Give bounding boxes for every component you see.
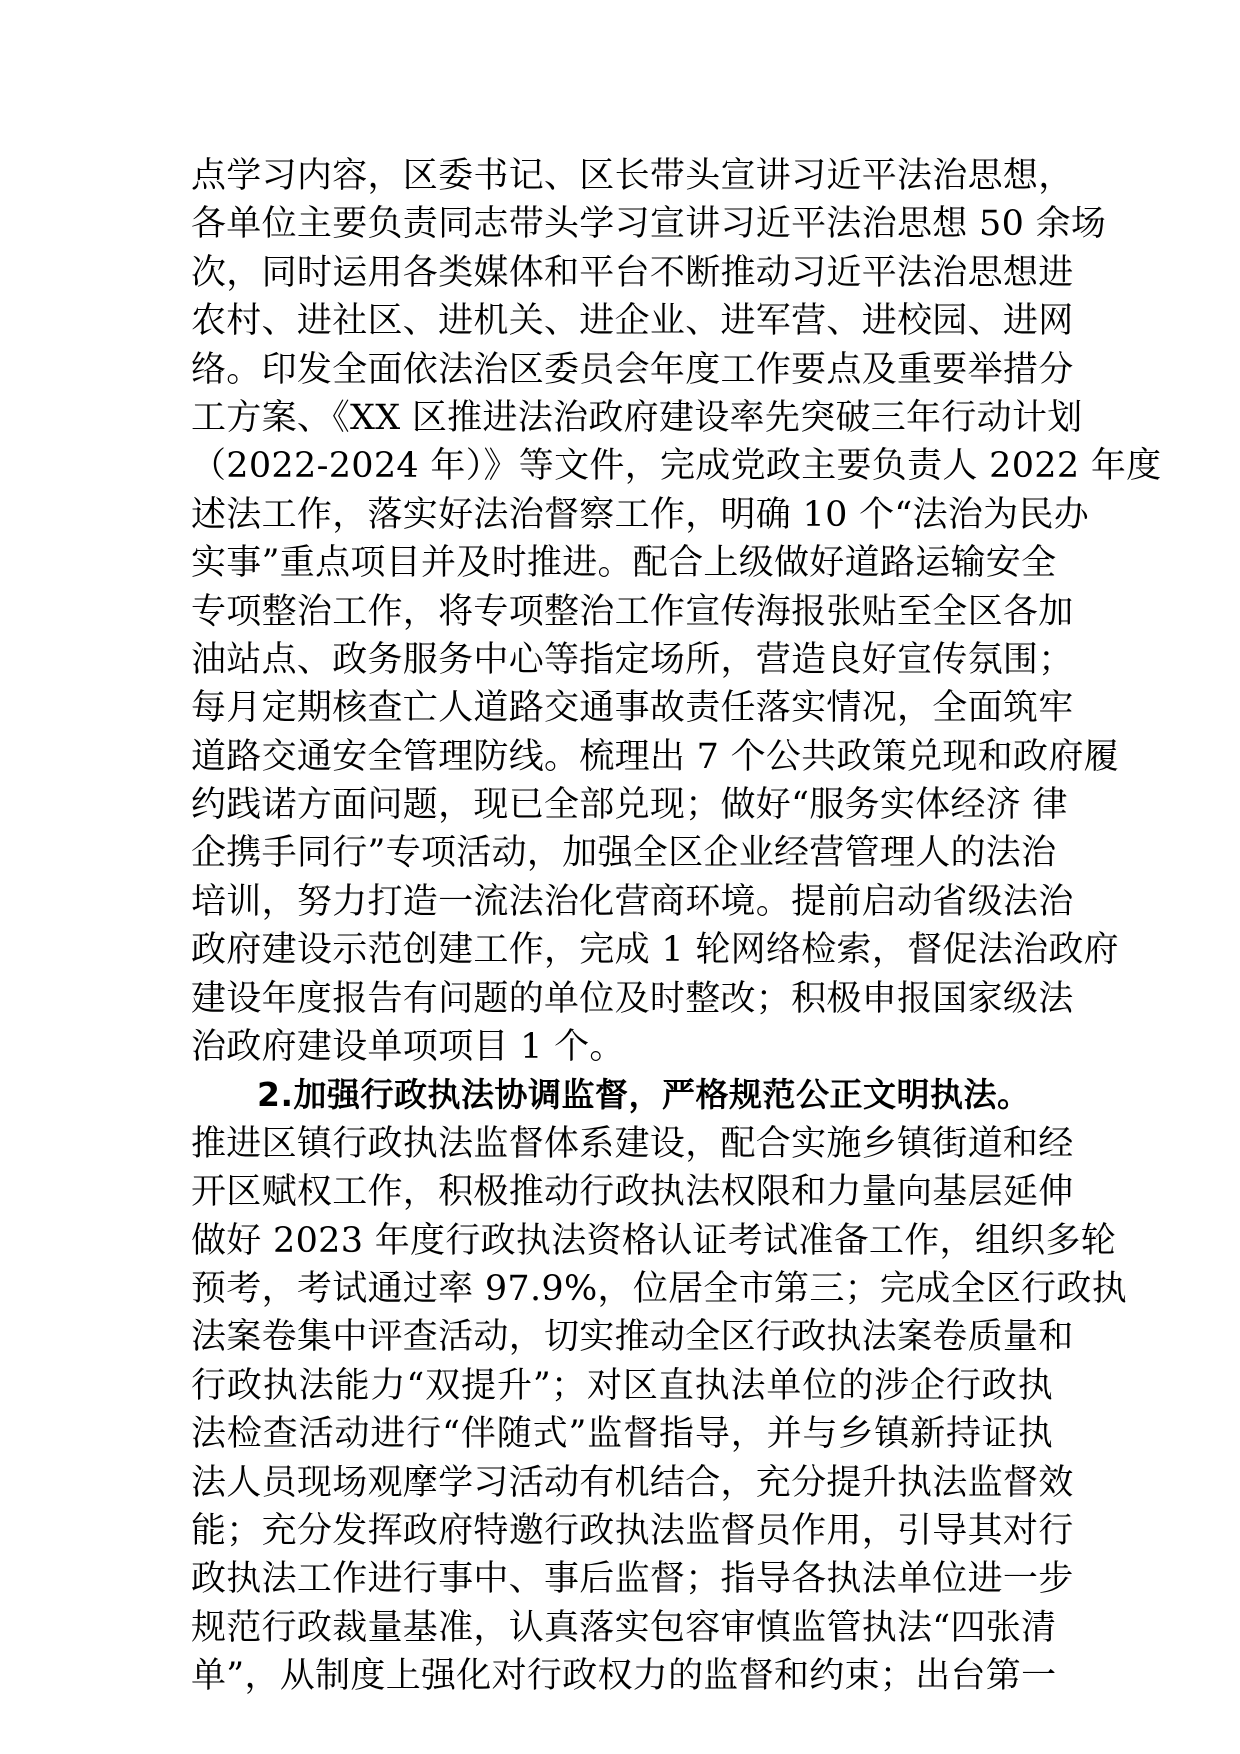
text-line: 实事”重点项目并及时推进。配合上级做好道路运输安全 xyxy=(191,543,1057,584)
text-line: 油站点、政务服务中心等指定场所，营造良好宣传氛围； xyxy=(191,639,1074,680)
text-line: 各单位主要负责同志带头学习宣讲习近平法治思想 50 余场 xyxy=(191,204,1107,245)
text-line: 专项整治工作，将专项整治工作宣传海报张贴至全区各加 xyxy=(191,591,1074,632)
text-line: 政执法工作进行事中、事后监督；指导各执法单位进一步 xyxy=(191,1559,1074,1600)
text-line: 络。印发全面依法治区委员会年度工作要点及重要举措分 xyxy=(191,349,1074,390)
text-line: 单”，从制度上强化对行政权力的监督和约束；出台第一 xyxy=(191,1656,1057,1697)
text-line: 推进区镇行政执法监督体系建设，配合实施乡镇街道和经 xyxy=(191,1123,1074,1164)
text-line: 规范行政裁量基准，认真落实包容审慎监管执法“四张清 xyxy=(191,1607,1057,1648)
paragraph-1 xyxy=(191,152,1162,1071)
document-page xyxy=(191,152,1162,1701)
text-line: 政府建设示范创建工作，完成 1 轮网络检索，督促法治政府 xyxy=(191,930,1119,971)
text-line: （2022-2024 年）》等文件，完成党政主要负责人 2022 年度 xyxy=(191,446,1162,487)
text-line: 治政府建设单项项目 1 个。 xyxy=(191,1027,625,1068)
text-line: 次，同时运用各类媒体和平台不断推动习近平法治思想进 xyxy=(191,252,1074,293)
text-line: 法案卷集中评查活动，切实推动全区行政执法案卷质量和 xyxy=(191,1317,1074,1358)
text-line: 农村、进社区、进机关、进企业、进军营、进校园、进网 xyxy=(191,301,1074,342)
text-line: 约践诺方面问题，现已全部兑现；做好“服务实体经济 律 xyxy=(191,785,1068,826)
text-line: 述法工作，落实好法治督察工作，明确 10 个“法治为民办 xyxy=(191,494,1090,535)
section-2 xyxy=(191,1071,1128,1700)
text-line: 做好 2023 年度行政执法资格认证考试准备工作，组织多轮 xyxy=(191,1220,1117,1261)
text-line: 法检查活动进行“伴随式”监督指导，并与乡镇新持证执 xyxy=(191,1414,1053,1455)
text-line: 预考，考试通过率 97.9%，位居全市第三；完成全区行政执 xyxy=(191,1268,1128,1309)
text-line: 点学习内容，区委书记、区长带头宣讲习近平法治思想， xyxy=(191,156,1074,196)
text-line: 培训，努力打造一流法治化营商环境。提前启动省级法治 xyxy=(191,881,1074,922)
text-line: 开区赋权工作，积极推动行政执法权限和力量向基层延伸 xyxy=(191,1172,1074,1213)
text-line: 法人员现场观摩学习活动有机结合，充分提升执法监督效 xyxy=(191,1462,1074,1503)
section-heading: 2.加强行政执法协调监督，严格规范公正文明执法。 xyxy=(257,1075,1031,1115)
text-line: 企携手同行”专项活动，加强全区企业经营管理人的法治 xyxy=(191,833,1057,874)
text-line: 每月定期核查亡人道路交通事故责任落实情况，全面筑牢 xyxy=(191,688,1074,729)
text-line: 能；充分发挥政府特邀行政执法监督员作用，引导其对行 xyxy=(191,1510,1074,1551)
text-line: 道路交通安全管理防线。梳理出 7 个公共政策兑现和政府履 xyxy=(191,736,1119,777)
text-line: 行政执法能力“双提升”；对区直执法单位的涉企行政执 xyxy=(191,1365,1053,1406)
text-line: 建设年度报告有问题的单位及时整改；积极申报国家级法 xyxy=(191,978,1074,1019)
text-line: 工方案、《XX 区推进法治政府建设率先突破三年行动计划 xyxy=(191,397,1083,438)
